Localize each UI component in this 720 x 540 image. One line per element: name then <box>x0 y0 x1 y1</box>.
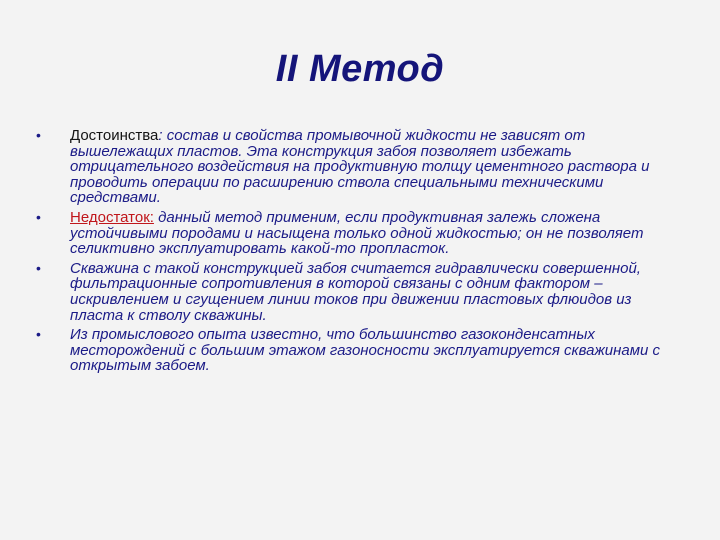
bullet-icon: • <box>36 326 41 343</box>
experience-text: Из промыслового опыта известно, что большинство газоконденсатных месторождений с большим этажом газоносности эксплуатируется скважинами с открытым забоем. <box>70 326 661 375</box>
bullet-icon: • <box>36 127 41 143</box>
list-item-experience <box>36 327 686 374</box>
advantages-text: : состав и свойства промывочной жидкости не зависят от вышележащих пластов. Эта конструкция забоя позволяет избежать отрицательного воздействия на продуктивную толщу цементного раствора и проводить операции по расширению ствола специальными техническими средствами. <box>70 127 650 207</box>
list-item-advantages <box>36 128 686 206</box>
bullet-icon: • <box>36 208 41 225</box>
bullet-list <box>36 128 686 378</box>
disadvantage-heading: Недостаток: <box>70 208 154 226</box>
advantages-heading: Достоинства <box>70 127 159 144</box>
list-item-hydraulic <box>36 261 686 323</box>
bullet-icon: • <box>36 259 41 276</box>
disadvantage-text: данный метод применим, если продуктивная залежь сложена устойчивыми породами и насыщена только одной жидкостью; он не позволяет селиктивно эксплуатировать какой-то пропласток. <box>70 208 644 258</box>
list-item-disadvantage <box>36 210 686 257</box>
slide-title: II Метод <box>275 48 445 90</box>
hydraulic-text: Скважина с такой конструкцией забоя считается гидравлически совершенной, фильтрационные сопротивления в которой связаны с одним фактором – искривлением и сгущением линии токов при движении пластовых флюидов из пласта к стволу скважины. <box>70 259 641 324</box>
